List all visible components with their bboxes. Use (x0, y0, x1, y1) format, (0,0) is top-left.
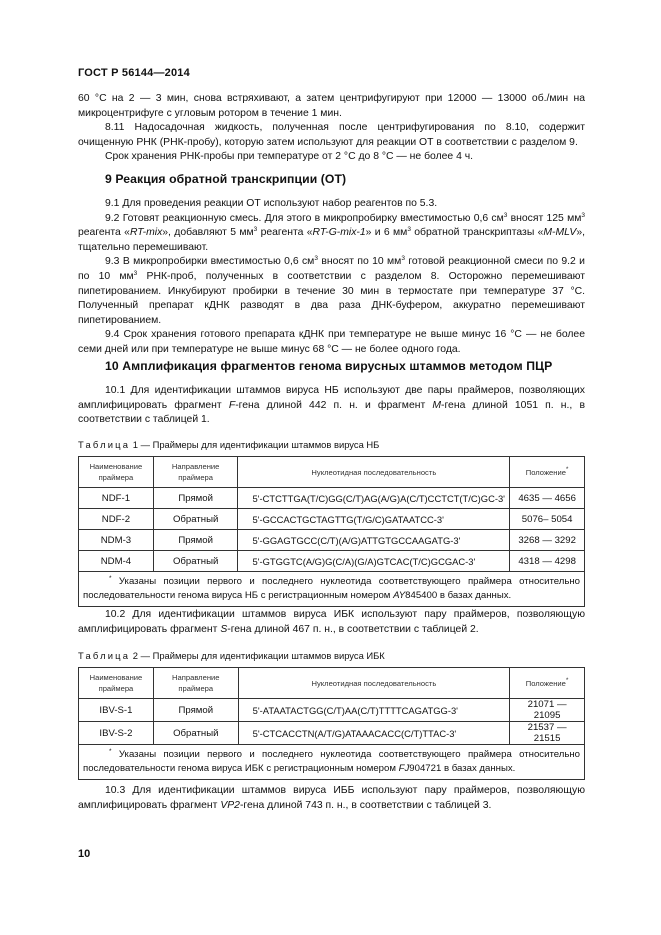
paragraph-9-4: 9.4 Срок хранения готового препарата кДНК при температуре не выше минус 16 °С — не более семи дней или при температуре не выше минус 68 °С — не более одного года. (78, 329, 585, 355)
header-position: Положение* (510, 668, 585, 699)
cell-position: 21071 — 21095 (510, 699, 585, 722)
table-1-caption: Таблица 1 — Праймеры для идентификации штаммов вируса НБ (78, 439, 380, 450)
paragraph-continuation: 60 °С на 2 — 3 мин, снова встряхивают, а затем центрифугируют при 12000 — 13000 об./мин на микроцентрифуге с угловым ротором в течение 1 мин. (78, 93, 585, 119)
table-1-header-row (79, 457, 585, 488)
cell-direction: Прямой (153, 699, 238, 722)
paragraph-9-2: 9.2 Готовят реакционную смесь. Для этого в микропробирку вместимостью 0,6 $см^3$ вносят 125 $мм^3$ реагента «RT-mix», добавляют 5 $мм^3$ реагента «RT-G-mix-1» и 6 $мм^3$ обратной транскриптазы «M-MLV», тщательно перемешивают. (78, 211, 585, 253)
cell-sequence: 5'-ATAATACTGG(C/T)AA(C/T)TTTTCAGATGG-3' (238, 699, 510, 722)
cell-sequence: 5'-GGAGTGCC(C/T)(A/G)ATTGTGCCAAGATG-3' (238, 530, 510, 551)
table-row (79, 722, 585, 745)
cell-direction: Обратный (153, 722, 238, 745)
paragraph-storage: Срок хранения РНК-пробы при температуре от 2 °С до 8 °С — не более 4 ч. (105, 151, 474, 163)
header-primer-name: Наименование праймера (79, 457, 154, 488)
table-2-header-row (79, 668, 585, 699)
header-primer-direction: Направление праймера (153, 668, 238, 699)
table-row (79, 509, 585, 530)
table-1 (78, 456, 585, 607)
table-2-footnote: * Указаны позиции первого и последнего нуклеотида соответствующего праймера относительно последовательности генома вируса ИБК с регистрационным номером FJ904721 в базах данных. (79, 745, 585, 780)
paragraph-9-1: 9.1 Для проведения реакции ОТ используют набор реагентов по 5.3. (105, 198, 438, 209)
cell-direction: Прямой (153, 488, 238, 509)
section-10-body-1 (78, 384, 585, 428)
paragraph-10-1: 10.1 Для идентификации штаммов вируса НБ используют две пары праймеров, позволяющих амплифицировать фрагмент F-гена длиной 442 п. н. и фрагмент M-гена длиной 1051 п. н., в соответствии с таблицей 1. (78, 385, 585, 426)
cell-name: IBV-S-2 (79, 722, 154, 745)
table-1-footnote-row (79, 572, 585, 607)
cell-sequence: 5'-CTCACCTN(A/T/G)ATAAACACC(C/T)TTAC-3' (238, 722, 510, 745)
paragraph-10-3: 10.3 Для идентификации штаммов вируса ИББ используют пару праймеров, позволяющую амплифицировать фрагмент VP2-гена длиной 743 п. н., в соответствии с таблицей 3. (78, 785, 585, 811)
cell-name: IBV-S-1 (79, 699, 154, 722)
header-position: Положение* (510, 457, 585, 488)
header-nucleotide-sequence: Нуклеотидная последовательность (238, 668, 510, 699)
table-row (79, 551, 585, 572)
paragraph-block-top (78, 92, 585, 165)
header-primer-name: Наименование праймера (79, 668, 154, 699)
section-10-body-3 (78, 784, 585, 813)
cell-direction: Обратный (153, 551, 238, 572)
table-2-footnote-row (79, 745, 585, 780)
cell-direction: Обратный (153, 509, 238, 530)
cell-name: NDF-1 (79, 488, 154, 509)
section-10-title: 10 Амплификация фрагментов генома вирусных штаммов методом ПЦР (105, 359, 553, 373)
table-2-caption: Таблица 2 — Праймеры для идентификации штаммов вируса ИБК (78, 650, 385, 661)
cell-name: NDM-4 (79, 551, 154, 572)
table-row (79, 530, 585, 551)
paragraph-10-2: 10.2 Для идентификации штаммов вируса ИБК используют пару праймеров, позволяющую амплифицировать фрагмент S-гена длиной 467 п. н., в соответствии с таблицей 2. (78, 609, 585, 635)
cell-position: 21537 — 21515 (510, 722, 585, 745)
cell-position: 4318 — 4298 (510, 551, 585, 572)
table-1-footnote: * Указаны позиции первого и последнего нуклеотида соответствующего праймера относительно последовательности генома вируса НБ с регистрационным номером AY845400 в базах данных. (79, 572, 585, 607)
cell-position: 4635 — 4656 (510, 488, 585, 509)
header-nucleotide-sequence: Нуклеотидная последовательность (238, 457, 510, 488)
cell-direction: Прямой (153, 530, 238, 551)
cell-sequence: 5'-GTGGTC(A/G)G(C/A)(G/A)GTCAC(T/C)GCGAC-3' (238, 551, 510, 572)
section-9-title: 9 Реакция обратной транскрипции (ОТ) (105, 172, 347, 186)
table-row (79, 699, 585, 722)
cell-position: 5076– 5054 (510, 509, 585, 530)
page-number: 10 (78, 848, 91, 860)
cell-position: 3268 — 3292 (510, 530, 585, 551)
paragraph-8-11: 8.11 Надосадочная жидкость, полученная после центрифугирования по 8.10, содержит очищенную РНК (РНК-пробу), которую затем используют для реакции ОТ в соответствии с разделом 9. (78, 122, 585, 148)
section-9-body (78, 197, 585, 358)
table-2 (78, 667, 585, 780)
table-row (79, 488, 585, 509)
cell-name: NDM-3 (79, 530, 154, 551)
section-10-body-2 (78, 608, 585, 637)
cell-name: NDF-2 (79, 509, 154, 530)
cell-sequence: 5'-GCCACTGCTAGTTG(T/G/C)GATAATCC-3' (238, 509, 510, 530)
cell-sequence: 5'-CTCTTGA(T/C)GG(C/T)AG(A/G)A(C/T)CCTCT(T/C)GC-3' (238, 488, 510, 509)
document-header: ГОСТ Р 56144—2014 (78, 67, 190, 79)
header-primer-direction: Направление праймера (153, 457, 238, 488)
paragraph-9-3: 9.3 В микропробирки вместимостью 0,6 $см^3$ вносят по 10 $мм^3$ готовой реакционной смеси по 9.2 и по 10 $мм^3$ РНК-проб, полученных в соответствии с разделом 8. Осторожно перемешивают пипетированием. Инкубируют пробирки в течение 30 мин в термостате при температуре 37 °С. Полученный препарат кДНК разводят в два раза ДНК-буфером, аккуратно перемешивают пипетированием. (78, 255, 585, 326)
